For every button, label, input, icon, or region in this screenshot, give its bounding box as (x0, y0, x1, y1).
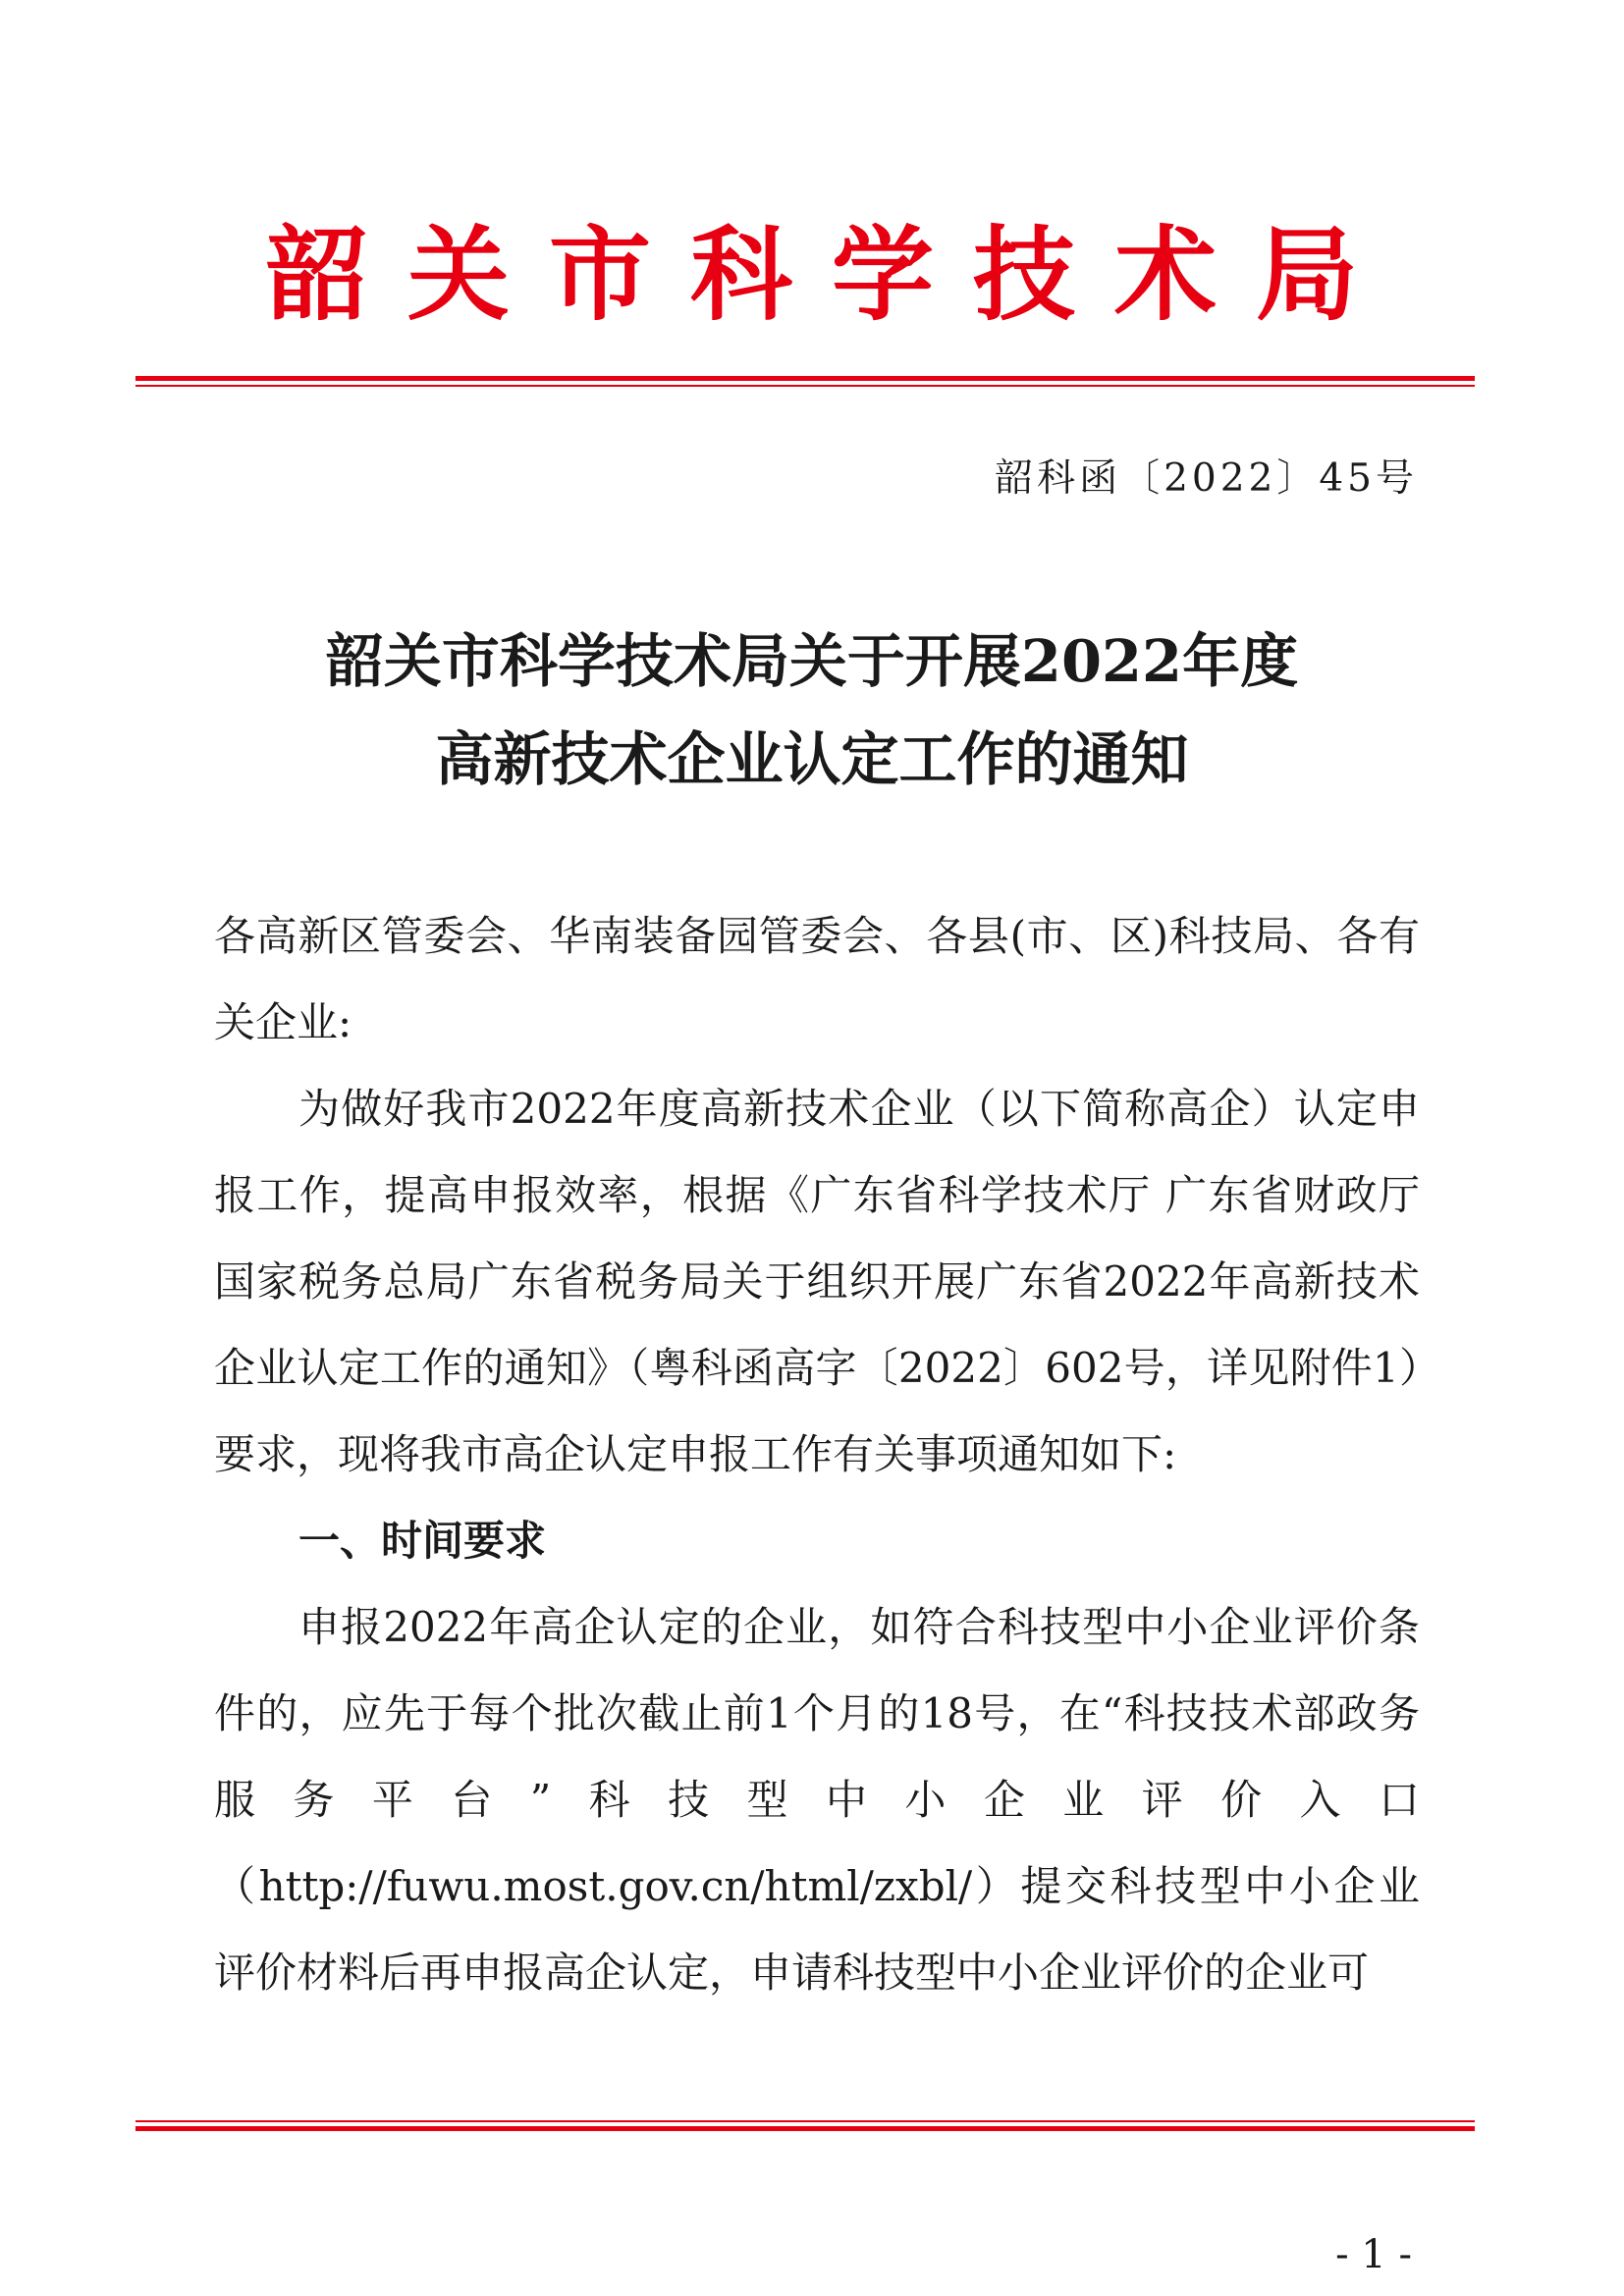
intro-paragraph: 为做好我市2022年度高新技术企业（以下简称高企）认定申报工作，提高申报效率，根据《广东省科学技术厅 广东省财政厅 国家税务总局广东省税务局关于组织开展广东省2022年高新技术企业认定工作的通知》（粤科函高字〔2022〕602号，详见附件1）要求，现将我市高企认定申报工作有关事项通知如下: (214, 1085, 1420, 1478)
masthead: 韶关市科学技术局 (265, 215, 1397, 335)
masthead-rule-thin (135, 385, 1475, 387)
footer-rule-thin (135, 2120, 1475, 2122)
masthead-rule-thick (135, 376, 1475, 381)
footer-rule-thick (135, 2126, 1475, 2131)
document-title-line-1: 韶关市科学技术局关于开展2022年度 (325, 627, 1299, 695)
addressee-paragraph: 各高新区管委会、华南装备园管委会、各县(市、区)科技局、各有关企业: (214, 912, 1420, 1046)
document-body (214, 893, 1420, 2016)
section-heading-time-requirement: 一、时间要求 (298, 1517, 547, 1565)
document-title-line-2: 高新技术企业认定工作的通知 (435, 725, 1189, 793)
document-number: 韶科函〔2022〕45号 (995, 456, 1418, 501)
time-requirement-paragraph: 申报2022年高企认定的企业，如符合科技型中小企业评价条件的，应先于每个批次截止前1个月的18号，在“科技技术部政务服务平台”科技型中小企业评价入口（http://fuwu.most.gov.cn/html/zxbl/）提交科技型中小企业评价材料后再申报高企认定，申请科技型中小企业评价的企业可 (214, 1603, 1420, 1997)
page-number: - 1 - (1335, 2232, 1412, 2277)
